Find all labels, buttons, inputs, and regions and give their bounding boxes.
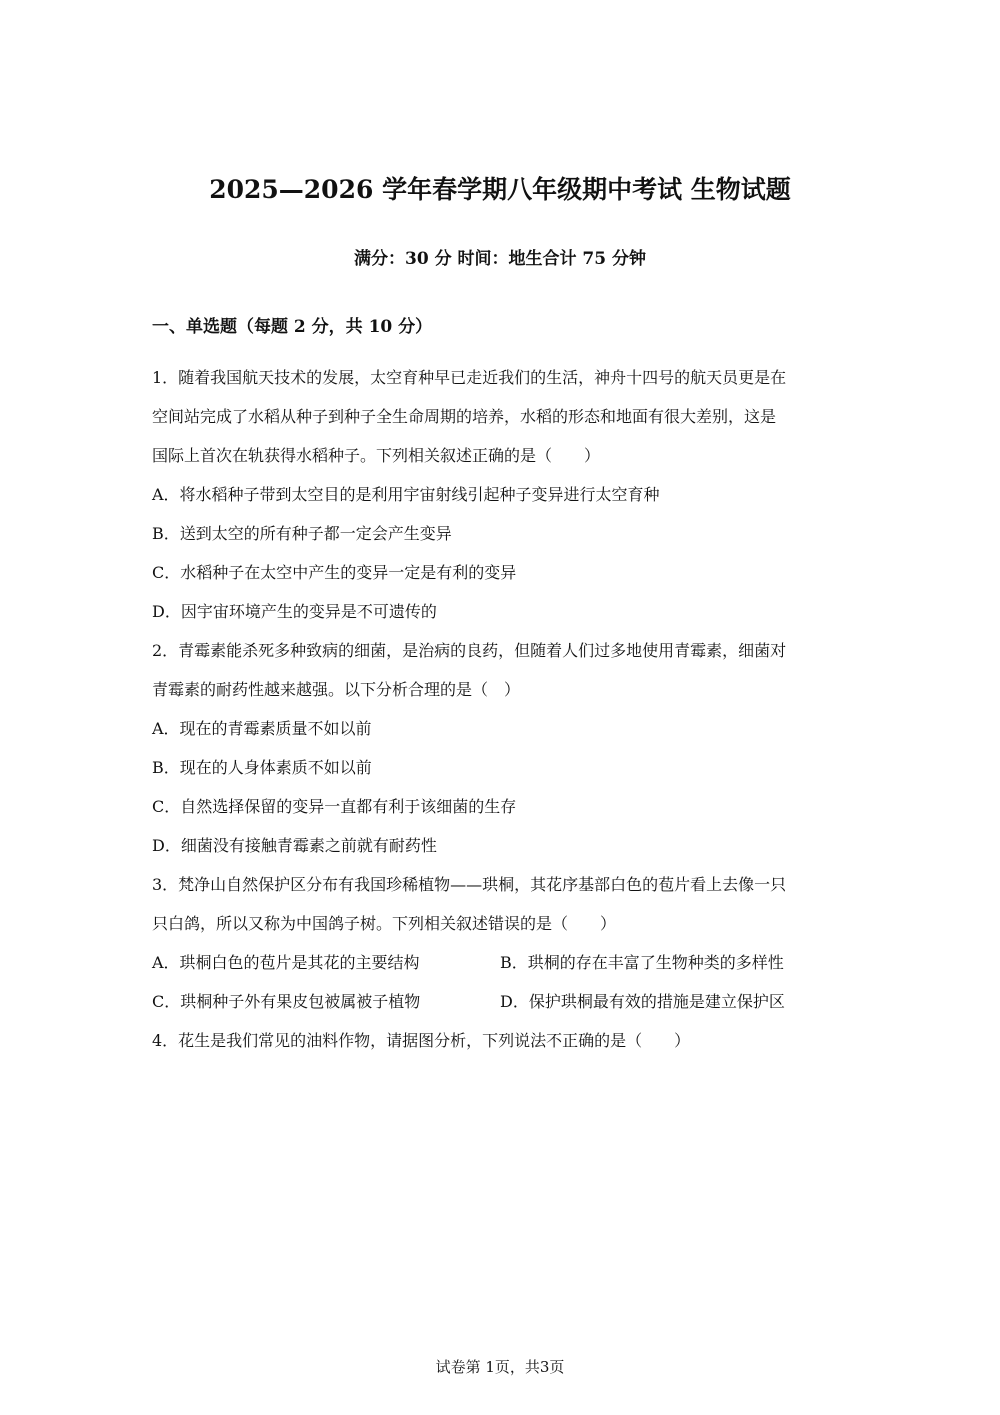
question-2-text-line-1: 2．青霉素能杀死多种致病的细菌，是治病的良药，但随着人们过多地使用青霉素，细菌对	[152, 641, 787, 660]
exam-title: 2025—2026 学年春学期八年级期中考试 生物试题	[209, 175, 791, 204]
question-2-option-d: D．细菌没有接触青霉素之前就有耐药性	[152, 836, 437, 855]
question-1-text-line-2: 空间站完成了水稻从种子到种子全生命周期的培养，水稻的形态和地面有很大差别，这是	[152, 407, 777, 426]
question-3-text-line-1: 3．梵净山自然保护区分布有我国珍稀植物——珙桐，其花序基部白色的苞片看上去像一只	[152, 875, 787, 894]
question-2-option-c: C．自然选择保留的变异一直都有利于该细菌的生存	[152, 797, 517, 816]
question-2-text-line-2: 青霉素的耐药性越来越强。以下分析合理的是（ ）	[152, 680, 521, 699]
question-2-option-a: A．现在的青霉素质量不如以前	[152, 719, 372, 738]
exam-subtitle: 满分：30 分 时间：地生合计 75 分钟	[354, 249, 646, 269]
question-3-options-row-1	[152, 947, 852, 986]
question-4-text-line-1: 4．花生是我们常见的油料作物，请据图分析，下列说法不正确的是（ ）	[152, 1031, 691, 1050]
question-1-option-c: C．水稻种子在太空中产生的变异一定是有利的变异	[152, 563, 517, 582]
question-1-text-line-1: 1．随着我国航天技术的发展，太空育种早已走近我们的生活，神舟十四号的航天员更是在	[152, 368, 787, 387]
question-3-option-c: C．珙桐种子外有果皮包被属被子植物	[152, 992, 421, 1011]
page-footer: 试卷第 1页，共3页	[435, 1358, 565, 1376]
questions-body	[152, 362, 852, 1064]
question-3-text-line-2: 只白鸽，所以又称为中国鸽子树。下列相关叙述错误的是（ ）	[152, 914, 617, 933]
question-3-option-a: A．珙桐白色的苞片是其花的主要结构	[152, 953, 420, 972]
question-1-option-d: D．因宇宙环境产生的变异是不可遗传的	[152, 602, 437, 621]
question-1-text-line-3: 国际上首次在轨获得水稻种子。下列相关叙述正确的是（ ）	[152, 446, 601, 465]
question-3-option-b: B．珙桐的存在丰富了生物种类的多样性	[500, 953, 784, 972]
question-3-options-row-2	[152, 986, 852, 1025]
question-2-option-b: B．现在的人身体素质不如以前	[152, 758, 372, 777]
section-heading: 一、单选题（每题 2 分，共 10 分）	[152, 317, 433, 337]
question-1-option-b: B．送到太空的所有种子都一定会产生变异	[152, 524, 452, 543]
question-1-option-a: A．将水稻种子带到太空目的是利用宇宙射线引起种子变异进行太空育种	[152, 485, 660, 504]
question-3-option-d: D．保护珙桐最有效的措施是建立保护区	[500, 992, 785, 1011]
